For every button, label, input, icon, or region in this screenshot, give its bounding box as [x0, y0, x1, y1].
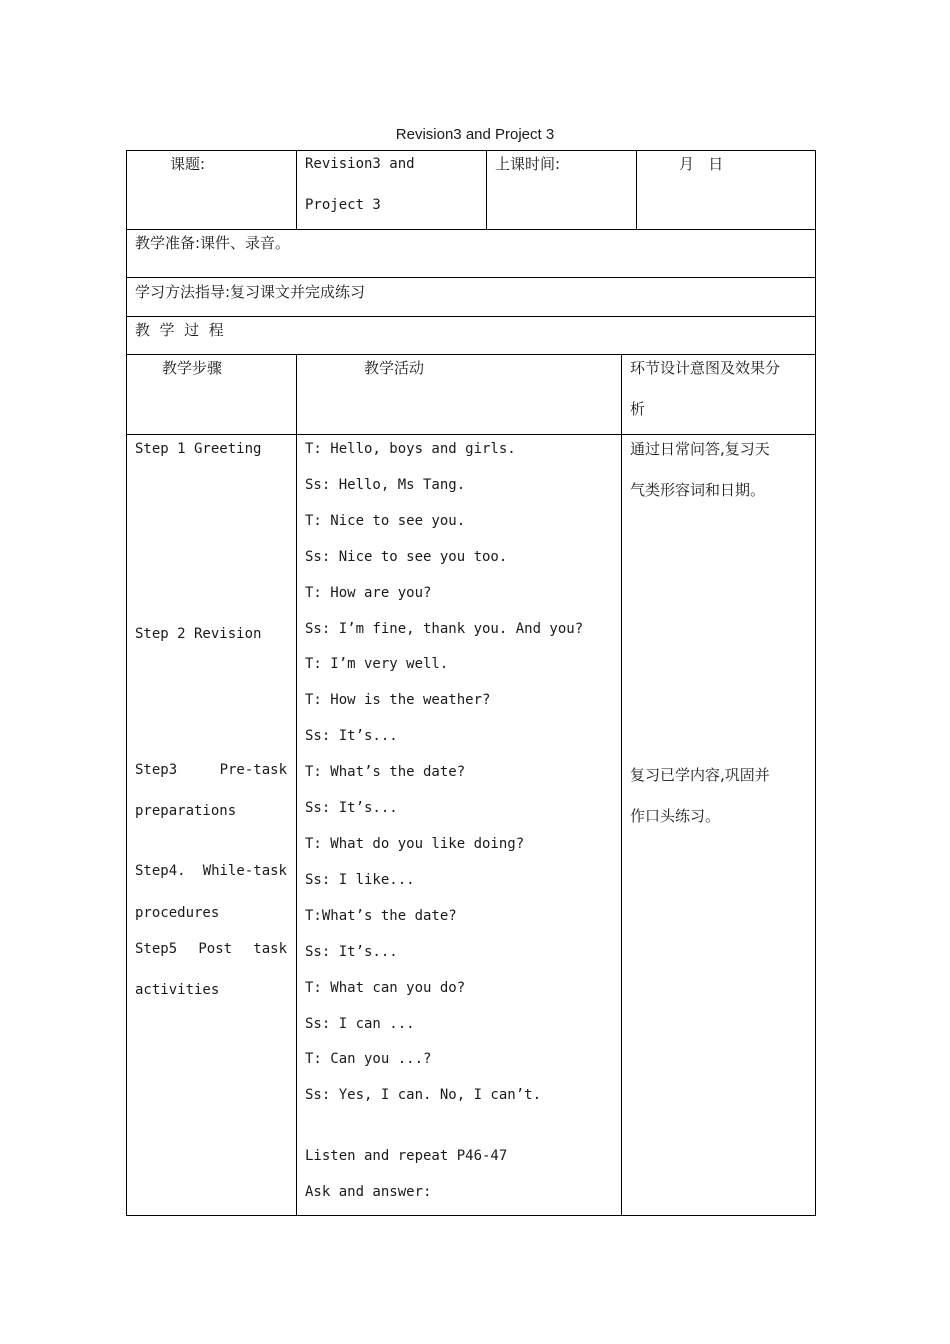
- lesson-plan-table: [126, 150, 816, 1216]
- activity-line: Ss: It’s...: [305, 944, 398, 960]
- activity-line: T: Hello, boys and girls.: [305, 441, 516, 457]
- activity-line: T: How is the weather?: [305, 692, 491, 708]
- design-intent-note: 复习已学内容,巩固并: [630, 766, 770, 784]
- activity-line: T: How are you?: [305, 585, 432, 601]
- column-heading-analysis: 析: [630, 400, 646, 418]
- activity-line: Ss: It’s...: [305, 800, 398, 816]
- step-label: [135, 940, 287, 958]
- class-time-label: 上课时间:: [495, 155, 561, 173]
- column-divider: [486, 150, 487, 229]
- activity-line: T: What’s the date?: [305, 764, 466, 780]
- row-divider: [126, 354, 816, 355]
- activity-line: Ss: Nice to see you too.: [305, 549, 508, 565]
- process-title: 教 学 过 程: [135, 321, 224, 339]
- column-divider: [621, 354, 622, 1216]
- activity-line: Ss: I like...: [305, 872, 415, 888]
- activity-line: T: What can you do?: [305, 980, 466, 996]
- row-divider: [126, 434, 816, 435]
- document-title: Revision3 and Project 3: [395, 126, 555, 143]
- step-label-part: Pre-task: [219, 762, 287, 778]
- activity-line: T: Nice to see you.: [305, 513, 466, 529]
- step-label-part: While-task: [202, 863, 287, 879]
- activity-line: Ss: It’s...: [305, 728, 398, 744]
- activity-line: T:What’s the date?: [305, 908, 457, 924]
- design-intent-note: 作口头练习。: [630, 807, 721, 825]
- step-label: Step 1 Greeting: [135, 441, 262, 457]
- activity-line: T: I’m very well.: [305, 656, 449, 672]
- topic-value: Revision3 and: [305, 156, 415, 172]
- activity-line: T: Can you ...?: [305, 1051, 432, 1067]
- step-label: [135, 761, 287, 779]
- activity-line: Ss: I can ...: [305, 1016, 415, 1032]
- activity-line: T: What do you like doing?: [305, 836, 525, 852]
- teaching-preparation: 教学准备:课件、录音。: [135, 234, 291, 252]
- step-label: procedures: [135, 905, 220, 921]
- column-divider: [296, 150, 297, 229]
- topic-label: 课题:: [170, 155, 206, 173]
- column-divider: [636, 150, 637, 229]
- row-divider: [126, 316, 816, 317]
- column-heading-activities: 教学活动: [364, 359, 425, 377]
- step-label: [135, 862, 287, 880]
- activity-line: Ss: Hello, Ms Tang.: [305, 477, 466, 493]
- topic-value: Project 3: [305, 197, 381, 213]
- design-intent-note: 通过日常问答,复习天: [630, 440, 770, 458]
- activity-line: Listen and repeat P46-47: [305, 1148, 508, 1164]
- learning-method: 学习方法指导:复习课文并完成练习: [135, 283, 366, 301]
- column-heading-analysis: 环节设计意图及效果分: [630, 359, 781, 377]
- step-label-part: Post: [198, 941, 233, 957]
- design-intent-note: 气类形容词和日期。: [630, 481, 766, 499]
- row-divider: [126, 277, 816, 278]
- step-label: Step 2 Revision: [135, 626, 262, 642]
- step-label-part: Step4.: [135, 863, 186, 879]
- column-heading-steps: 教学步骤: [162, 359, 223, 377]
- step-label: activities: [135, 982, 220, 998]
- activity-line: Ss: Yes, I can. No, I can’t.: [305, 1087, 542, 1103]
- date-label: 月 日: [679, 155, 724, 173]
- step-label-part: Step3: [135, 762, 178, 778]
- step-label-part: Step5: [135, 941, 178, 957]
- step-label: preparations: [135, 803, 237, 819]
- activity-line: Ss: I’m fine, thank you. And you?: [305, 621, 584, 637]
- step-label-part: task: [253, 941, 287, 957]
- column-divider: [296, 354, 297, 1216]
- activity-line: Ask and answer:: [305, 1184, 432, 1200]
- row-divider: [126, 229, 816, 230]
